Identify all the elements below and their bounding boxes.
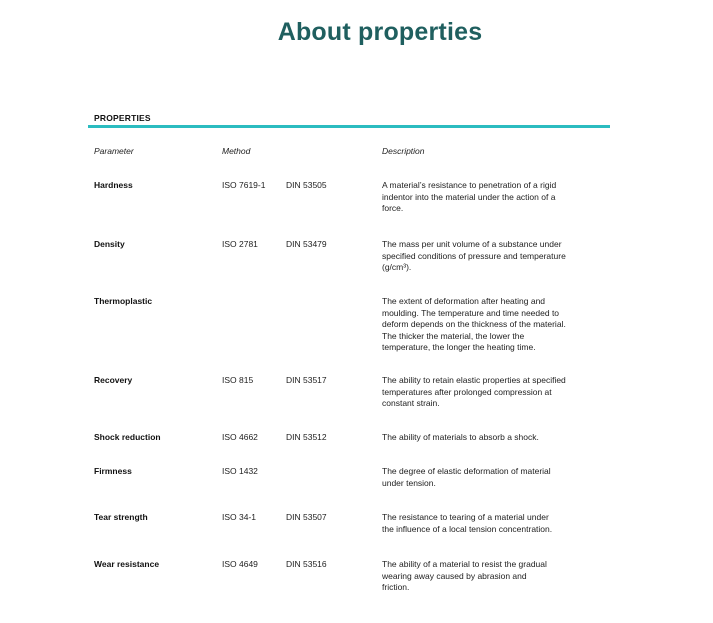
parameter-name: Tear strength — [94, 512, 148, 522]
iso-method: ISO 815 — [222, 375, 254, 385]
din-method: DIN 53517 — [286, 375, 327, 385]
section-heading: PROPERTIES — [94, 113, 151, 123]
parameter-description: The ability of a material to resist the gradual wearing away caused by abrasion and friction. — [382, 559, 547, 593]
page-title: About properties — [277, 18, 483, 46]
parameter-name: Wear resistance — [94, 559, 160, 569]
din-method: DIN 53505 — [286, 180, 327, 190]
parameter-description: The mass per unit volume of a substance under specified conditions of pressure and temperature (g/cm³). — [382, 239, 566, 273]
parameter-name: Hardness — [94, 180, 133, 190]
iso-method: ISO 4662 — [222, 432, 258, 442]
din-method: DIN 53516 — [286, 559, 327, 569]
column-header-method: Method — [222, 146, 251, 156]
iso-method: ISO 34-1 — [222, 512, 257, 522]
parameter-description: A material’s resistance to penetration of a rigid indentor into the material under the action of a force. — [382, 180, 557, 214]
parameter-name: Thermoplastic — [94, 296, 153, 306]
iso-method: ISO 7619-1 — [222, 180, 266, 190]
din-method: DIN 53512 — [286, 432, 327, 442]
parameter-description: The extent of deformation after heating and moulding. The temperature and time needed to deform depends on the thickness of the material. The thicker the material, the lower the temperature, the longer the heating time. — [382, 296, 566, 353]
iso-method: ISO 2781 — [222, 239, 258, 249]
column-header-parameter: Parameter — [94, 146, 134, 156]
din-method: DIN 53507 — [286, 512, 327, 522]
section-divider — [88, 125, 610, 128]
parameter-description: The resistance to tearing of a material under the influence of a local tension concentration. — [382, 512, 553, 534]
parameter-name: Shock reduction — [94, 432, 161, 442]
parameter-description: The ability to retain elastic properties at specified temperatures after prolonged compression at constant strain. — [382, 375, 566, 409]
column-header-description: Description — [382, 146, 425, 156]
parameter-name: Firmness — [94, 466, 132, 476]
parameter-name: Recovery — [94, 375, 133, 385]
din-method: DIN 53479 — [286, 239, 327, 249]
iso-method: ISO 4649 — [222, 559, 258, 569]
parameter-description: The ability of materials to absorb a shock. — [382, 432, 539, 442]
iso-method: ISO 1432 — [222, 466, 258, 476]
parameter-name: Density — [94, 239, 125, 249]
parameter-description: The degree of elastic deformation of material under tension. — [382, 466, 551, 488]
